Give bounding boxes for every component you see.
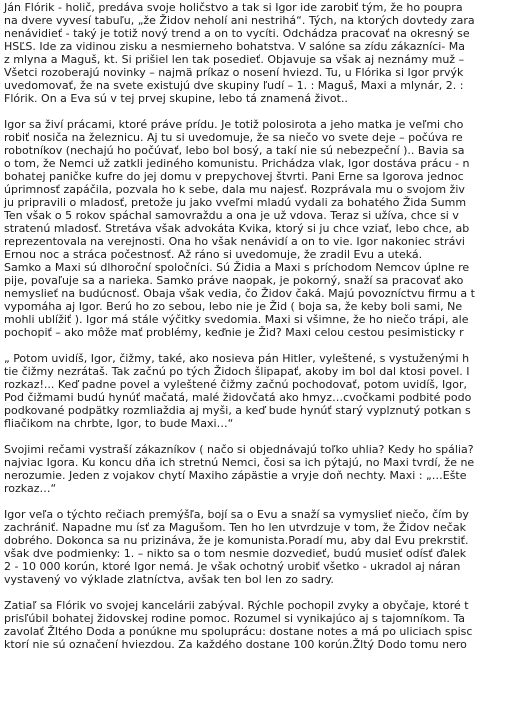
- text-line: robotníkov (nechajú ho počúvať, lebo bol bosý, a takí nie sú nebezpeční ).. Bavia sa: [4, 144, 465, 157]
- text-line: prisľúbil bohatej židovskej rodine pomoc. Rozumel si vynikajúco aj s tajomníkom. Ta: [4, 612, 465, 625]
- text-line: stratenú mladosť. Stretáva však advokáta Kvika, ktorý si ju chce vziať, lebo chce, ab: [4, 222, 470, 235]
- text-line: na dvere vyvesí tabuľu, „že Židov neholí ani nestrihá“. Tých, na ktorých dovtedy zara: [4, 14, 475, 27]
- text-line: zavolať Žltého Doda a ponúkne mu spoluprácu: dostane notes a má po uliciach spisc: [4, 625, 473, 638]
- text-line: Svojimi rečami vystraší zákazníkov ( načo si objednávajú toľko uhlia? Kedy ho spália?: [4, 443, 474, 456]
- text-line: uvedomovať, že na svete existujú dve skupiny ľudí – 1. : Maguš, Maxi a mlynár, 2. :: [4, 79, 464, 92]
- paragraph: [4, 443, 506, 495]
- text-line: HSĽS. Ide za vidinou zisku a nesmierneho bohatstva. V salóne sa zídu zákazníci- Ma: [4, 40, 466, 53]
- text-line: vypomáha aj Igor. Berú ho zo sebou, lebo nie je Žid ( boja sa, že keby boli sami, Ne: [4, 300, 463, 313]
- text-line: rozkaz…“: [4, 482, 57, 495]
- text-line: mohli ublížiť ). Igor má stále výčitky svedomia. Maxi si všimne, že ho niečo trápi, ale: [4, 313, 469, 326]
- text-line: nemyslieť na budúcnosť. Obaja však vedia, čo Židov čaká. Majú povozníctvu firmu a t: [4, 287, 475, 300]
- text-line: Ten však o 5 rokov spáchal samovraždu a ona je už vdova. Teraz si užíva, chce si v: [4, 209, 459, 222]
- paragraph: [4, 508, 506, 586]
- paragraph: [4, 118, 506, 339]
- text-line: najviac Igora. Ku koncu dňa ich stretnú Nemci, čosi sa ich pýtajú, no Maxi tvrdí, že ne: [4, 456, 475, 469]
- text-line: dobrého. Dokonca sa nu prizináva, že je komunista.Poradí mu, aby dal Evu prekrstiť.: [4, 534, 469, 547]
- text-line: Samko a Maxi sú dlhoroční spoločníci. Sú Židia a Maxi s príchodom Nemcov úplne re: [4, 261, 470, 274]
- text-line: nerozumie. Jeden z vojakov chytí Maxiho zápästie a vryje doň nechty. Maxi : „…Ešte: [4, 469, 467, 482]
- text-line: pije, povaľuje sa a narieka. Samko práve naopak, je pokorný, snaží sa pracovať ako: [4, 274, 464, 287]
- text-line: Igor veľa o týchto rečiach premýšľa, bojí sa o Evu a snaží sa vymyslieť niečo, čím by: [4, 508, 469, 521]
- document-text: [4, 1, 506, 664]
- text-line: ktorí nie sú označení hviezdou. Za každého dostane 100 korún.Žltý Dodo tomu nero: [4, 638, 467, 651]
- text-line: úprimnosť zapáčila, pozvala ho k sebe, dala mu najesť. Rozprávala mu o svojom živ: [4, 183, 465, 196]
- text-line: Ernou noc a stráca počestnosť. Až ráno si uvedomuje, že zradil Evu a uteká.: [4, 248, 423, 261]
- text-line: pochopiť – ako môže mať problémy, keďnie je Žid? Maxi celou cestou pesimisticky r: [4, 326, 464, 339]
- text-line: Flórik. On a Eva sú v tej prvej skupine, lebo tá znamená život..: [4, 92, 348, 105]
- text-line: Ján Flórik - holič, predáva svoje holičstvo a tak si Igor ide zarobiť tým, že ho poupra: [4, 1, 463, 14]
- text-line: zachrániť. Napadne mu ísť za Magušom. Ten ho len utvrdzuje v tom, že Židov nečak: [4, 521, 466, 534]
- text-line: ju pripravili o mladosť, pretože ju jako vveľmi mladú vydali za bohatého Žida Summ: [4, 196, 467, 209]
- paragraph: [4, 352, 506, 430]
- text-line: robiť nosiča na železnicu. Aj tu si uvedomuje, že sa niečo vo svete deje – počúva re: [4, 131, 463, 144]
- text-line: Pod čižmami budú hynúť mačatá, malé židovčatá ako hmyz…cvočkami podbité podo: [4, 391, 472, 404]
- text-line: o tom, že Nemci už zatkli jediného komunistu. Prichádza vlak, Igor dostáva prácu - n: [4, 157, 470, 170]
- text-line: 2 - 10 000 korún, ktoré Igor nemá. Je však ochotný urobiť všetko - ukradol aj náran: [4, 560, 461, 573]
- text-line: však dve podmienky: 1. – nikto sa o tom nesmie dozvedieť, budú musieť odísť ďalek: [4, 547, 467, 560]
- paragraph: [4, 1, 506, 105]
- text-line: nenávidieť - taký je totiž nový trend a on to vycíti. Odchádza pracovať na okresný se: [4, 27, 470, 40]
- text-line: bohatej paničke kufre do jej domu v prepychovej štvrti. Pani Erne sa Igorova jednoc: [4, 170, 464, 183]
- text-line: „ Potom uvidíš, Igor, čižmy, také, ako nosieva pán Hitler, vyleštené, s vystuženými h: [4, 352, 470, 365]
- text-line: Zatiaľ sa Flórik vo svojej kancelárii zabýval. Rýchle pochopil zvyky a obyčaje, ktoré t: [4, 599, 469, 612]
- text-line: z mlyna a Maguš, kt. Si prišiel len tak posedieť. Objavuje sa však aj neznámy muž –: [4, 53, 465, 66]
- text-line: Igor sa živí prácami, ktoré práve prídu. Je totiž polosirota a jeho matka je veľmi cho: [4, 118, 464, 131]
- text-line: rozkaz!... Keď padne povel a vyleštené čižmy začnú pochodovať, potom uvidíš, Igor,: [4, 378, 467, 391]
- text-line: reprezentovala na verejnosti. Ona ho však nenávidí a on to vie. Igor nakoniec strávi: [4, 235, 465, 248]
- text-line: vystavený vo výklade zlatníctva, avšak ten bol len zo sadry.: [4, 573, 334, 586]
- text-line: Všetci rozoberajú novinky – najmä príkaz o nosení hviezd. Tu, u Flórika si Igor prvýk: [4, 66, 464, 79]
- text-line: fliačikom na chrbte, Igor, to bude Maxi…“: [4, 417, 234, 430]
- text-line: tie čižmy nezrátaš. Tak začnú po tých Židoch šlipapať, akoby im bol dal ktosi povel. I: [4, 365, 470, 378]
- text-line: podkované podpätky rozmliaždia aj myši, a keď bude hynúť starý vyplznutý potkan s: [4, 404, 471, 417]
- paragraph: [4, 599, 506, 651]
